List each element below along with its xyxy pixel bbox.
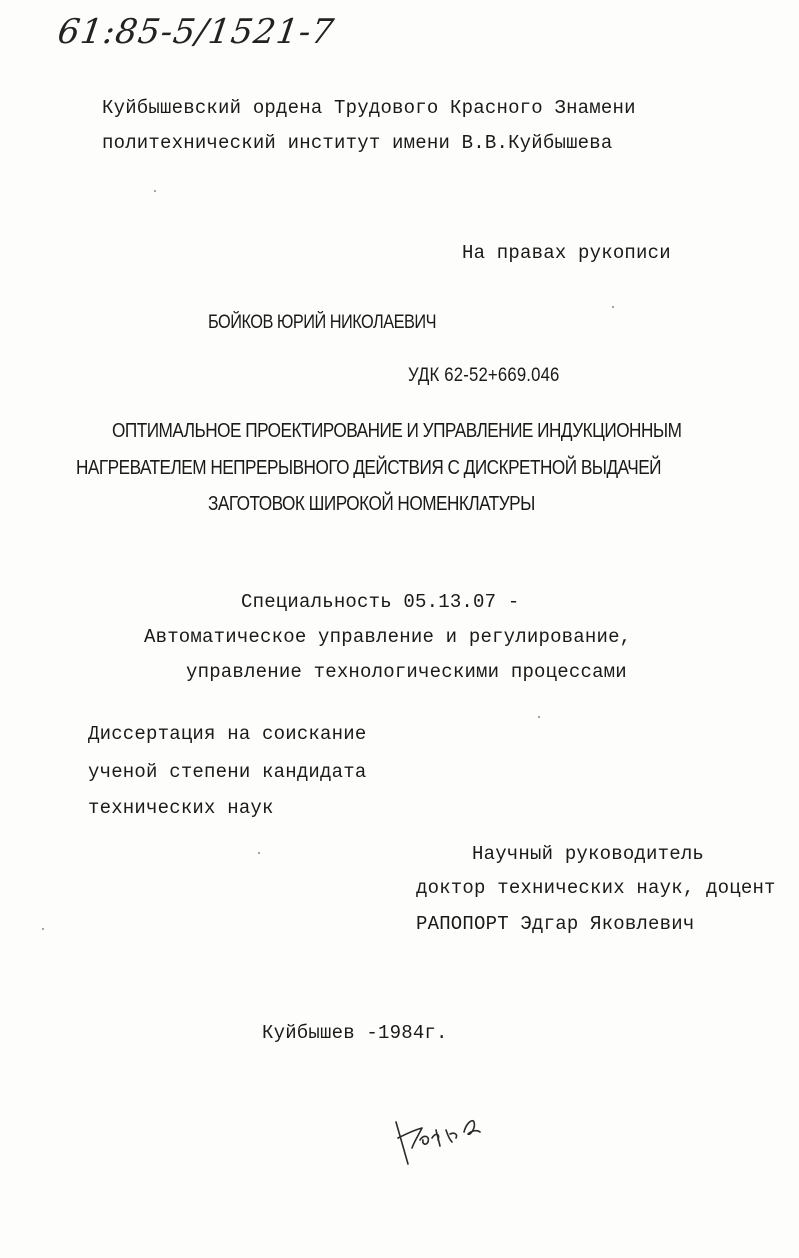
dissertation-line-1: Диссертация на соискание [88, 723, 367, 745]
signature-stroke [464, 1121, 480, 1135]
title-line-3: ЗАГОТОВОК ШИРОКОЙ НОМЕНКЛАТУРЫ [208, 493, 535, 515]
supervisor-line-3: РАПОПОРТ Эдгар Яковлевич [416, 913, 695, 935]
title-line-1: ОПТИМАЛЬНОЕ ПРОЕКТИРОВАНИЕ И УПРАВЛЕНИЕ ИНДУКЦИОННЫМ [112, 420, 682, 442]
dissertation-line-2: ученой степени кандидата [88, 761, 367, 783]
scan-speck [258, 852, 260, 854]
scan-speck [154, 190, 156, 192]
scan-speck [612, 306, 614, 308]
title-line-2: НАГРЕВАТЕЛЕМ НЕПРЕРЫВНОГО ДЕЙСТВИЯ С ДИСКРЕТНОЙ ВЫДАЧЕЙ [76, 457, 662, 479]
city-year: Куйбышев -1984г. [262, 1022, 448, 1044]
dissertation-line-3: технических наук [88, 797, 274, 819]
author-name: БОЙКОВ ЮРИЙ НИКОЛАЕВИЧ [208, 312, 437, 333]
signature-stroke [398, 1128, 422, 1148]
archive-code: 61:85-5/1521-7 [55, 12, 338, 52]
manuscript-rights: На правах рукописи [462, 242, 671, 264]
signature-stroke [432, 1130, 440, 1146]
signature-stroke [420, 1136, 428, 1144]
signature-stroke [396, 1122, 408, 1164]
institution-line-1: Куйбышевский ордена Трудового Красного Знамени [102, 97, 636, 119]
scan-speck [538, 716, 540, 718]
scan-speck [42, 928, 44, 930]
specialty-line-3: управление технологическими процессами [186, 661, 627, 683]
udc-code: УДК 62-52+669.046 [408, 365, 560, 386]
signature-stroke [446, 1130, 457, 1142]
specialty-line-2: Автоматическое управление и регулирование, [144, 626, 632, 648]
institution-line-2: политехнический институт имени В.В.Куйбышева [102, 132, 613, 154]
supervisor-line-1: Научный руководитель [472, 843, 705, 865]
supervisor-line-2: доктор технических наук, доцент [416, 877, 776, 899]
signature [392, 1108, 492, 1172]
specialty-line-1: Специальность 05.13.07 - [241, 591, 520, 613]
